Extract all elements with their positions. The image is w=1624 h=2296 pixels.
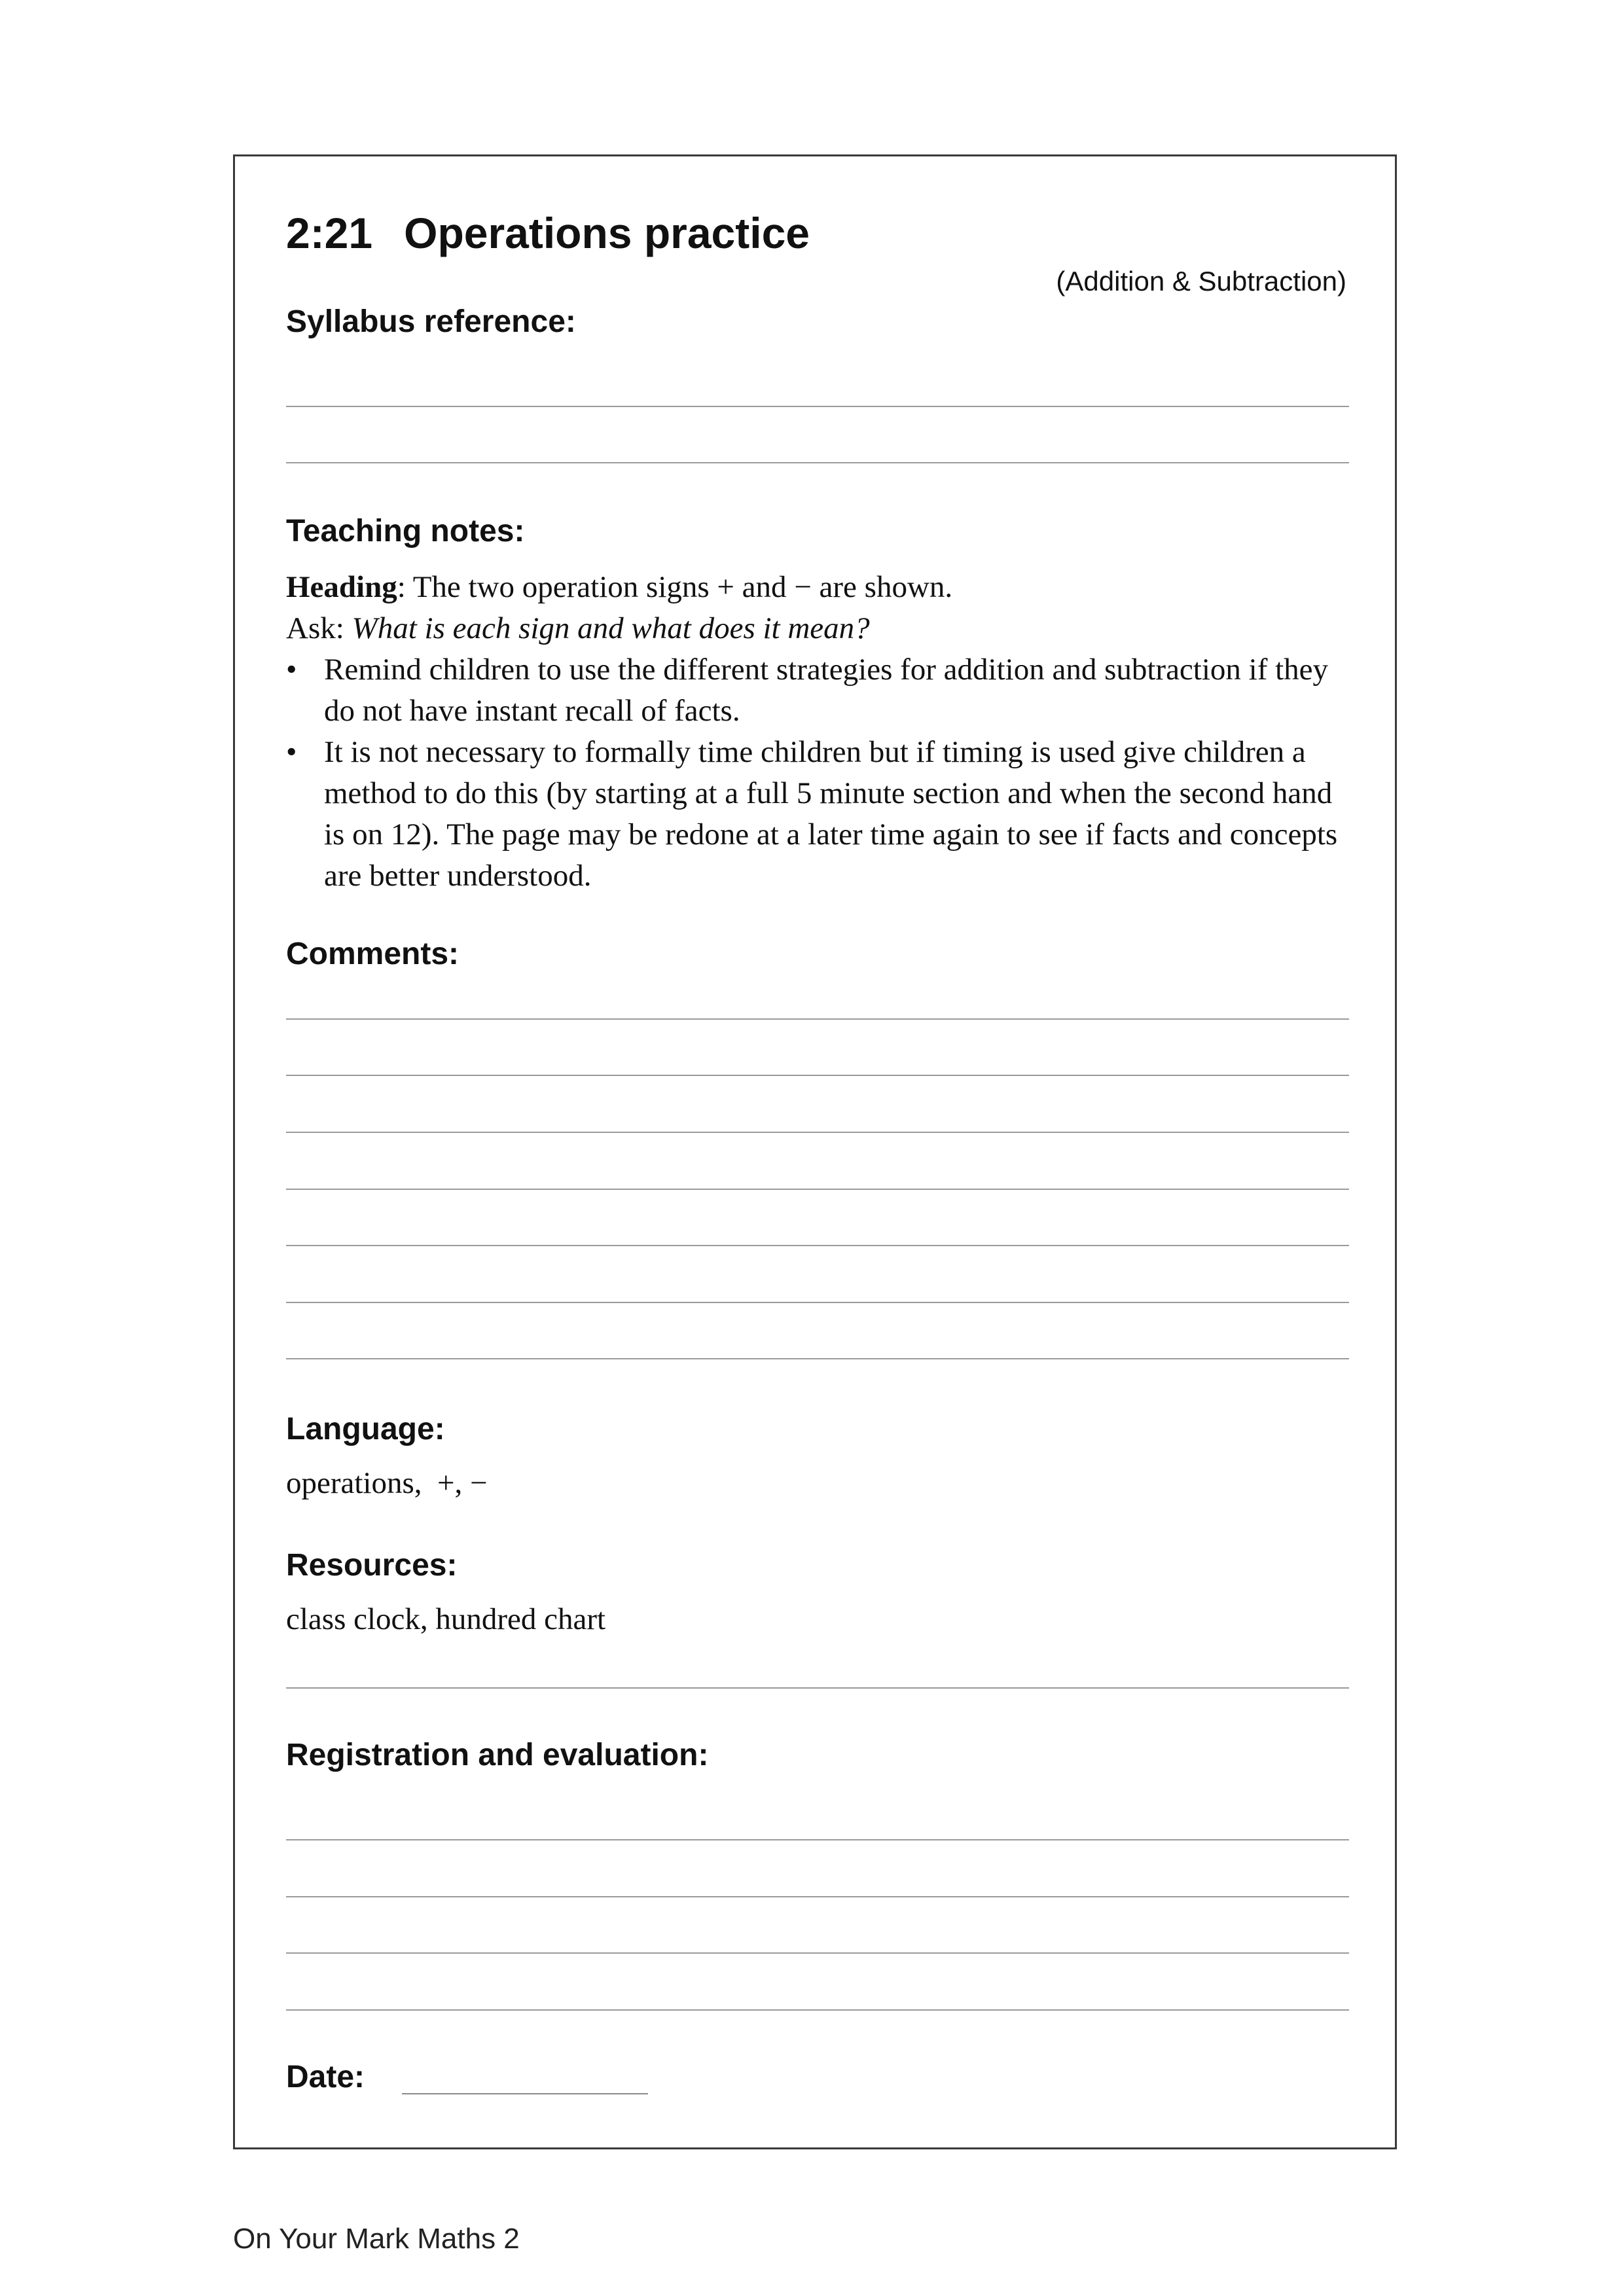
date-field[interactable]	[402, 2093, 648, 2094]
teaching-notes-body	[286, 567, 1360, 897]
page-title	[286, 208, 810, 258]
teaching-note-line: Ask: What is each sign and what does it mean?	[286, 611, 870, 645]
syllabus-line[interactable]	[286, 406, 1349, 407]
comment-line[interactable]	[286, 1075, 1349, 1076]
worksheet-frame	[233, 154, 1397, 2149]
comment-line[interactable]	[286, 1018, 1349, 1020]
registration-line[interactable]	[286, 1839, 1349, 1840]
syllabus-heading: Syllabus reference:	[286, 304, 576, 339]
teaching-note-list	[286, 649, 1360, 897]
resources-heading: Resources:	[286, 1548, 458, 1583]
registration-line[interactable]	[286, 2009, 1349, 2011]
resources-text: class clock, hundred chart	[286, 1602, 606, 1636]
comments-heading: Comments:	[286, 937, 460, 971]
lesson-number: 2:21	[286, 209, 373, 257]
teaching-note-bold: Heading	[286, 570, 397, 604]
resources-line[interactable]	[286, 1687, 1349, 1689]
teaching-notes-heading: Teaching notes:	[286, 514, 525, 548]
teaching-note-line: Heading: The two operation signs + and − are shown.	[286, 570, 953, 604]
language-heading: Language:	[286, 1412, 445, 1446]
list-item: • It is not necessary to formally time children but if timing is used give children a method to do this (by starting at a full 5 minute section and when the second hand is on 12). The page may be redone at a later time again to see if facts and concepts are better understood.	[286, 732, 1360, 897]
lesson-subtitle: (Addition & Subtraction)	[1056, 266, 1346, 296]
list-item: • Remind children to use the different strategies for addition and subtraction if they do not have instant recall of facts.	[286, 649, 1360, 732]
comment-line[interactable]	[286, 1189, 1349, 1190]
comment-line[interactable]	[286, 1358, 1349, 1359]
syllabus-line[interactable]	[286, 462, 1349, 463]
comment-line[interactable]	[286, 1302, 1349, 1303]
registration-heading: Registration and evaluation:	[286, 1738, 709, 1772]
registration-line[interactable]	[286, 1896, 1349, 1897]
lesson-title: Operations practice	[404, 209, 810, 257]
date-heading: Date:	[286, 2060, 365, 2094]
comment-line[interactable]	[286, 1132, 1349, 1133]
comment-line[interactable]	[286, 1245, 1349, 1246]
teaching-note-question: What is each sign and what does it mean?	[352, 611, 870, 645]
registration-line[interactable]	[286, 1952, 1349, 1954]
language-text: operations, +, −	[286, 1466, 488, 1500]
page-footer: On Your Mark Maths 2	[233, 2223, 520, 2255]
